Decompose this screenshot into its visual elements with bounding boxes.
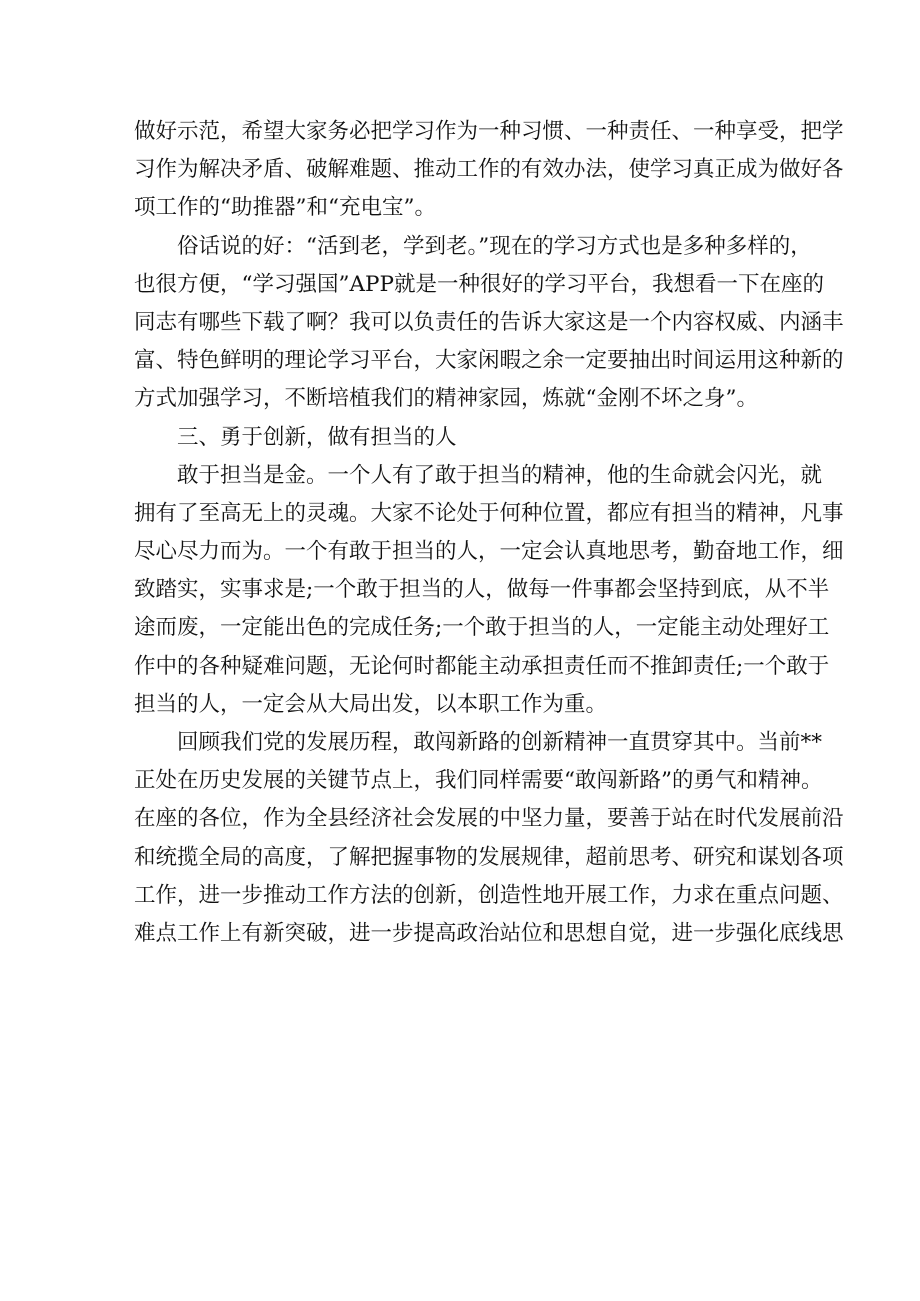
text-line: 作中的各种疑难问题，无论何时都能主动承担责任而不推卸责任;一个敢于: [134, 653, 830, 679]
text-line: 致踏实，实事求是;一个敢于担当的人，做每一件事都会坚持到底，从不半: [134, 577, 830, 603]
text-line: 尽心尽力而为。一个有敢于担当的人，一定会认真地思考，勤奋地工作，细: [134, 539, 844, 565]
document-body: [134, 113, 844, 953]
section-heading-text: 三、勇于创新，做有担当的人: [177, 424, 457, 450]
text-line: 担当的人，一定会从大局出发，以本职工作为重。: [134, 691, 608, 717]
text-line: 正处在历史发展的关键节点上，我们同样需要“敢闯新路”的勇气和精神。: [134, 768, 823, 794]
text-line: 难点工作上有新突破，进一步提高政治站位和思想自觉，进一步强化底线思: [134, 920, 844, 946]
paragraph-innovation: [134, 724, 844, 953]
text-line: 在座的各位，作为全县经济社会发展的中坚力量，要善于站在时代发展前沿: [134, 806, 844, 832]
text-line: 也很方便，“学习强国”APP就是一种很好的学习平台，我想看一下在座的: [134, 271, 824, 297]
text-line: 俗话说的好：“活到老，学到老。”现在的学习方式也是多种多样的，: [177, 233, 812, 259]
paragraph-learning-platform: [134, 228, 844, 419]
text-line: 项工作的“助推器”和“充电宝”。: [134, 195, 436, 221]
text-line: 习作为解决矛盾、破解难题、推动工作的有效办法，使学习真正成为做好各: [134, 157, 844, 183]
section-heading: [134, 419, 794, 457]
text-line: 方式加强学习，不断培植我们的精神家园，炼就“金刚不坏之身”。: [134, 386, 758, 412]
text-line: 回顾我们党的发展历程，敢闯新路的创新精神一直贯穿其中。当前**: [177, 730, 823, 755]
text-line: 途而废，一定能出色的完成任务;一个敢于担当的人，一定能主动处理好工: [134, 615, 830, 641]
text-line: 富、特色鲜明的理论学习平台，大家闲暇之余一定要抽出时间运用这种新的: [134, 348, 844, 374]
paragraph-study-habit: [134, 113, 844, 228]
text-line: 做好示范，希望大家务必把学习作为一种习惯、一种责任、一种享受，把学: [134, 119, 844, 144]
text-line: 敢于担当是金。一个人有了敢于担当的精神，他的生命就会闪光，就: [177, 462, 823, 488]
text-line: 拥有了至高无上的灵魂。大家不论处于何种位置，都应有担当的精神，凡事: [134, 500, 844, 526]
text-line: 和统揽全局的高度，了解把握事物的发展规律，超前思考、研究和谋划各项: [134, 844, 844, 870]
text-line: 同志有哪些下载了啊？我可以负责任的告诉大家这是一个内容权威、内涵丰: [134, 309, 844, 335]
paragraph-responsibility: [134, 457, 844, 724]
text-line: 工作，进一步推动工作方法的创新，创造性地开展工作，力求在重点问题、: [134, 882, 844, 908]
